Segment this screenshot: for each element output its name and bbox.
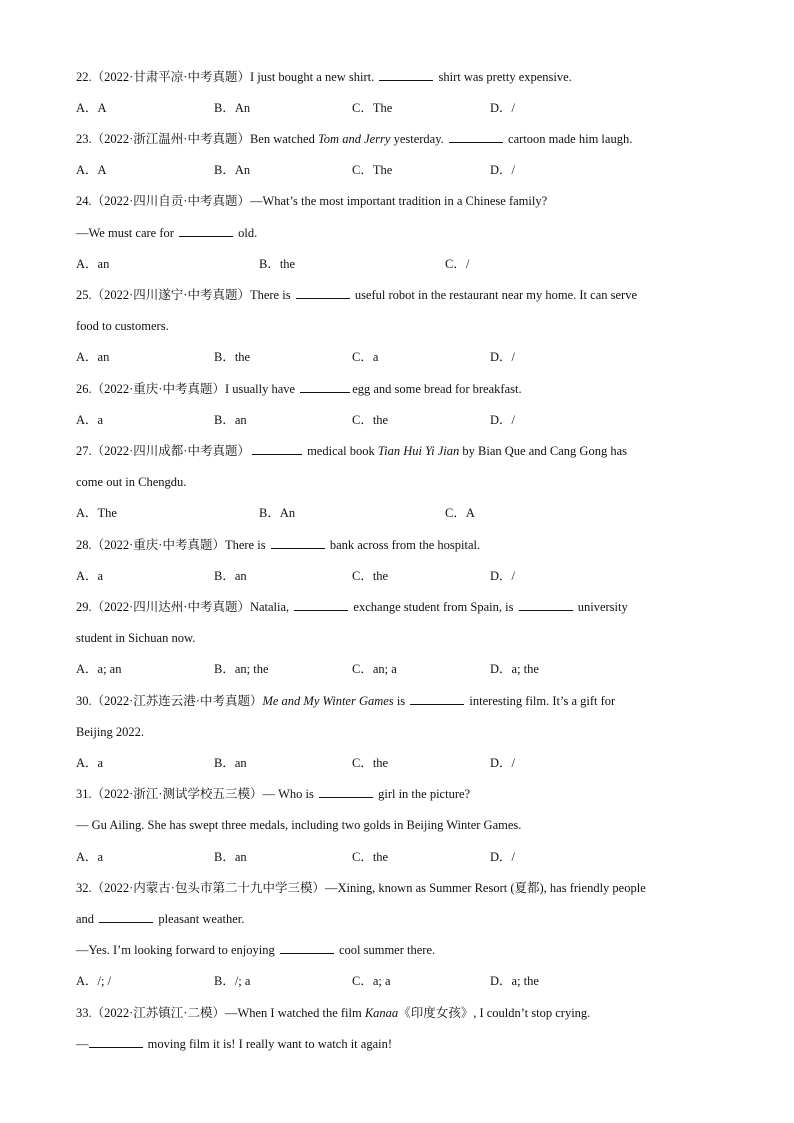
option-a[interactable]: A．a: [76, 850, 104, 864]
options-22: [76, 100, 736, 116]
option-a[interactable]: A．The: [76, 506, 117, 520]
question-22: 22.（2022·甘肃平凉·中考真题）I just bought a new shirt. shirt was pretty expensive.: [76, 70, 572, 84]
options-27: [76, 505, 736, 521]
question-25-line2: food to customers.: [76, 319, 169, 333]
options-31: [76, 849, 736, 865]
option-b[interactable]: B．an: [214, 569, 247, 583]
options-28: [76, 568, 736, 584]
option-b[interactable]: B．an: [214, 850, 247, 864]
option-d[interactable]: D．/: [490, 163, 516, 177]
option-a[interactable]: A．an: [76, 350, 110, 364]
option-d[interactable]: D．/: [490, 569, 516, 583]
option-c[interactable]: C．the: [352, 850, 389, 864]
question-32: 32.（2022·内蒙古·包头市第二十九中学三模）—Xining, known as Summer Resort (夏都), has friendly people: [76, 881, 646, 895]
question-27: 27.（2022·四川成都·中考真题） medical book Tian Hui Yi Jian by Bian Que and Cang Gong has: [76, 444, 627, 458]
question-31: 31.（2022·浙江·测试学校五三模）— Who is girl in the picture?: [76, 787, 471, 801]
answer-blank[interactable]: [319, 786, 373, 798]
option-b[interactable]: B．an: [214, 413, 247, 427]
answer-blank[interactable]: [271, 537, 325, 549]
options-25: [76, 349, 736, 365]
answer-blank[interactable]: [99, 911, 153, 923]
option-a[interactable]: A．/; /: [76, 974, 112, 988]
options-29: [76, 661, 736, 677]
option-c[interactable]: C．The: [352, 163, 393, 177]
option-d[interactable]: D．a; the: [490, 662, 539, 676]
option-c[interactable]: C．the: [352, 413, 389, 427]
option-c[interactable]: C．A: [445, 506, 475, 520]
option-b[interactable]: B．/; a: [214, 974, 251, 988]
option-d[interactable]: D．/: [490, 101, 516, 115]
answer-blank[interactable]: [296, 287, 350, 299]
answer-blank[interactable]: [252, 443, 302, 455]
option-a[interactable]: A．a: [76, 413, 104, 427]
question-29: 29.（2022·四川达州·中考真题）Natalia, exchange student from Spain, is university: [76, 600, 628, 614]
answer-blank[interactable]: [300, 381, 350, 393]
question-23: 23.（2022·浙江温州·中考真题）Ben watched Tom and Jerry yesterday. cartoon made him laugh.: [76, 132, 633, 146]
options-32: [76, 973, 736, 989]
option-b[interactable]: B．An: [259, 506, 296, 520]
option-c[interactable]: C．the: [352, 756, 389, 770]
option-a[interactable]: A．a: [76, 569, 104, 583]
question-33: 33.（2022·江苏镇江·二模）—When I watched the film Kanaa《印度女孩》, I couldn’t stop crying.: [76, 1006, 591, 1020]
question-32-line2: and pleasant weather.: [76, 912, 245, 926]
question-30: 30.（2022·江苏连云港·中考真题）Me and My Winter Games is interesting film. It’s a gift for: [76, 694, 616, 708]
question-33-line2: — moving film it is! I really want to watch it again!: [76, 1037, 393, 1051]
option-d[interactable]: D．/: [490, 350, 516, 364]
option-d[interactable]: D．/: [490, 413, 516, 427]
answer-blank[interactable]: [519, 599, 573, 611]
option-d[interactable]: D．a; the: [490, 974, 539, 988]
option-d[interactable]: D．/: [490, 850, 516, 864]
answer-blank[interactable]: [379, 69, 433, 81]
option-b[interactable]: B．the: [259, 257, 296, 271]
option-c[interactable]: C．the: [352, 569, 389, 583]
option-b[interactable]: B．An: [214, 163, 251, 177]
option-d[interactable]: D．/: [490, 756, 516, 770]
option-a[interactable]: A．a; an: [76, 662, 122, 676]
option-b[interactable]: B．the: [214, 350, 251, 364]
options-26: [76, 412, 736, 428]
options-30: [76, 755, 736, 771]
option-c[interactable]: C．an; a: [352, 662, 397, 676]
option-c[interactable]: C．a: [352, 350, 379, 364]
option-a[interactable]: A．a: [76, 756, 104, 770]
option-a[interactable]: A．A: [76, 163, 107, 177]
question-25: 25.（2022·四川遂宁·中考真题）There is useful robot in the restaurant near my home. It can serve: [76, 288, 638, 302]
question-32-line3: —Yes. I’m looking forward to enjoying cool summer there.: [76, 943, 436, 957]
option-a[interactable]: A．A: [76, 101, 107, 115]
question-24: 24.（2022·四川自贡·中考真题）—What’s the most important tradition in a Chinese family?: [76, 194, 548, 208]
question-26: 26.（2022·重庆·中考真题）I usually have egg and some bread for breakfast.: [76, 382, 522, 396]
option-b[interactable]: B．an; the: [214, 662, 269, 676]
option-c[interactable]: C．The: [352, 101, 393, 115]
question-29-line2: student in Sichuan now.: [76, 631, 196, 645]
answer-blank[interactable]: [280, 942, 334, 954]
option-c[interactable]: C．a; a: [352, 974, 391, 988]
answer-blank[interactable]: [179, 225, 233, 237]
question-30-line2: Beijing 2022.: [76, 725, 145, 739]
option-b[interactable]: B．An: [214, 101, 251, 115]
answer-blank[interactable]: [294, 599, 348, 611]
answer-blank[interactable]: [410, 693, 464, 705]
answer-blank[interactable]: [449, 131, 503, 143]
question-24-line2: —We must care for old.: [76, 226, 258, 240]
option-c[interactable]: C．/: [445, 257, 470, 271]
option-b[interactable]: B．an: [214, 756, 247, 770]
question-31-line2: — Gu Ailing. She has swept three medals, including two golds in Beijing Winter Games.: [76, 818, 522, 832]
options-23: [76, 162, 736, 178]
option-a[interactable]: A．an: [76, 257, 110, 271]
answer-blank[interactable]: [89, 1036, 143, 1048]
options-24: [76, 256, 736, 272]
question-27-line2: come out in Chengdu.: [76, 475, 187, 489]
question-28: 28.（2022·重庆·中考真题）There is bank across from the hospital.: [76, 538, 481, 552]
